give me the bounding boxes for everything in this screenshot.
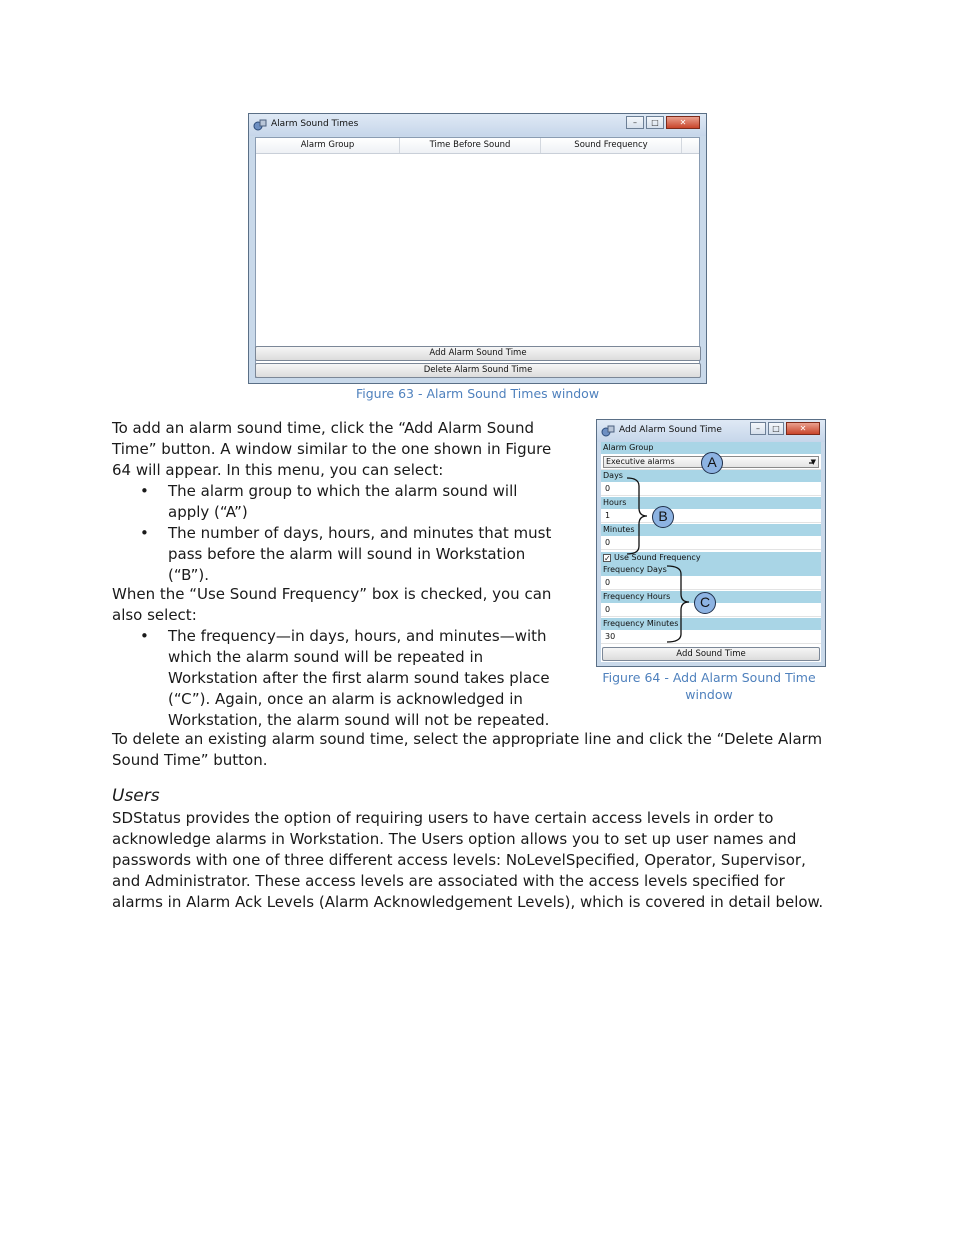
paragraph-line: Sound Time” button. xyxy=(112,751,268,769)
bullet-frequency xyxy=(140,626,550,731)
paragraph-line: To delete an existing alarm sound time, select the appropriate line and click the “Delete Alarm xyxy=(112,730,823,748)
minimize-button[interactable] xyxy=(626,116,644,129)
frequency-days-field[interactable]: 0 xyxy=(601,576,821,590)
days-label: Days xyxy=(601,470,821,482)
add-alarm-sound-time-window xyxy=(596,419,826,667)
paragraph-line: alarms in Alarm Ack Levels (Alarm Acknowledgement Levels), which is covered in detail below. xyxy=(112,893,824,911)
maximize-icon: □ xyxy=(772,424,780,433)
minutes-field[interactable]: 0 xyxy=(601,536,821,550)
alarm-sound-times-grid[interactable] xyxy=(255,137,700,378)
bullet-icon: • xyxy=(140,627,149,645)
bullet-line: Workstation, the alarm sound will not be repeated. xyxy=(168,711,550,729)
intro-line: Time” button. A window similar to the one shown in Figure xyxy=(112,440,552,458)
window-title: Alarm Sound Times xyxy=(271,119,359,129)
hours-label: Hours xyxy=(601,497,821,509)
alarm-group-value: Executive alarms xyxy=(606,457,675,466)
frequency-days-label: Frequency Days xyxy=(601,564,821,576)
bullet-line: The alarm group to which the alarm sound will xyxy=(168,482,518,500)
paragraph-line: passwords with one of three different access levels: NoLevelSpecified, Operator, Supervisor, xyxy=(112,851,806,869)
bullet-line: The number of days, hours, and minutes that must xyxy=(168,524,552,542)
figure-64-caption xyxy=(596,669,822,703)
close-icon: ✕ xyxy=(679,118,687,127)
alarm-group-label: Alarm Group xyxy=(601,442,821,454)
grid-header xyxy=(256,138,699,154)
bullet-line: The frequency—in days, hours, and minutes—with xyxy=(168,627,547,645)
dropdown-arrow-icon: ▼ xyxy=(810,458,816,466)
caption-line: Figure 64 - Add Alarm Sound Time xyxy=(602,670,816,685)
column-header-alarm-group[interactable]: Alarm Group xyxy=(256,138,400,153)
add-alarm-sound-time-button[interactable]: Add Alarm Sound Time xyxy=(255,346,701,361)
paragraph-line: acknowledge alarms in Workstation. The Users option allows you to set up user names and xyxy=(112,830,797,848)
bullet-line: pass before the alarm will sound in Workstation xyxy=(168,545,526,563)
delete-paragraph xyxy=(112,729,822,771)
bullet-line: Workstation after the first alarm sound takes place xyxy=(168,669,550,687)
alarm-sound-times-window xyxy=(248,113,707,384)
bullet-alarm-group xyxy=(140,481,518,523)
frequency-intro-paragraph xyxy=(112,584,551,626)
minimize-icon: – xyxy=(756,424,760,433)
use-sound-frequency-label: Use Sound Frequency xyxy=(614,553,701,562)
frequency-hours-field[interactable]: 0 xyxy=(601,603,821,617)
frequency-minutes-field[interactable]: 30 xyxy=(601,630,821,644)
minutes-label: Minutes xyxy=(601,524,821,536)
intro-paragraph xyxy=(112,418,551,481)
users-paragraph xyxy=(112,808,823,913)
checkmark-icon: ✓ xyxy=(604,554,611,563)
delete-alarm-sound-time-button[interactable]: Delete Alarm Sound Time xyxy=(255,363,701,378)
add-sound-time-button[interactable]: Add Sound Time xyxy=(602,647,820,661)
callout-a: A xyxy=(701,452,723,474)
column-header-filler xyxy=(682,138,700,153)
users-heading: Users xyxy=(112,786,160,806)
intro-line: To add an alarm sound time, click the “Add Alarm Sound xyxy=(112,419,535,437)
callout-b: B xyxy=(652,506,674,528)
caption-line: window xyxy=(685,687,733,702)
paragraph-line: also select: xyxy=(112,606,197,624)
frequency-minutes-label: Frequency Minutes xyxy=(601,618,821,630)
column-header-sound-frequency[interactable]: Sound Frequency xyxy=(541,138,682,153)
close-icon: ✕ xyxy=(799,424,807,433)
frequency-hours-label: Frequency Hours xyxy=(601,591,821,603)
intro-line: 64 will appear. In this menu, you can select: xyxy=(112,461,444,479)
bullet-line: (“C”). Again, once an alarm is acknowledged in xyxy=(168,690,523,708)
figure-63-caption: Figure 63 - Alarm Sound Times window xyxy=(355,386,600,401)
minimize-icon: – xyxy=(633,118,637,127)
close-button[interactable] xyxy=(666,116,700,129)
app-icon xyxy=(253,118,267,132)
paragraph-line: When the “Use Sound Frequency” box is checked, you can xyxy=(112,585,552,603)
days-field[interactable]: 0 xyxy=(601,482,821,496)
bullet-icon: • xyxy=(140,524,149,542)
title-bar[interactable] xyxy=(249,114,706,136)
maximize-icon: □ xyxy=(651,118,659,127)
paragraph-line: and Administrator. These access levels are associated with the access levels specified for xyxy=(112,872,785,890)
column-header-time-before-sound[interactable]: Time Before Sound xyxy=(400,138,541,153)
window-title: Add Alarm Sound Time xyxy=(619,425,722,435)
bullet-line: (“B”). xyxy=(168,566,210,584)
paragraph-line: SDStatus provides the option of requiring users to have certain access levels in order to xyxy=(112,809,774,827)
bullet-line: which the alarm sound will be repeated in xyxy=(168,648,484,666)
hours-field[interactable]: 1 xyxy=(601,509,821,523)
bullet-days-hours-minutes xyxy=(140,523,552,586)
maximize-button[interactable] xyxy=(646,116,664,129)
bullet-icon: • xyxy=(140,482,149,500)
bullet-line: apply (“A”) xyxy=(168,503,248,521)
callout-c: C xyxy=(694,592,716,614)
